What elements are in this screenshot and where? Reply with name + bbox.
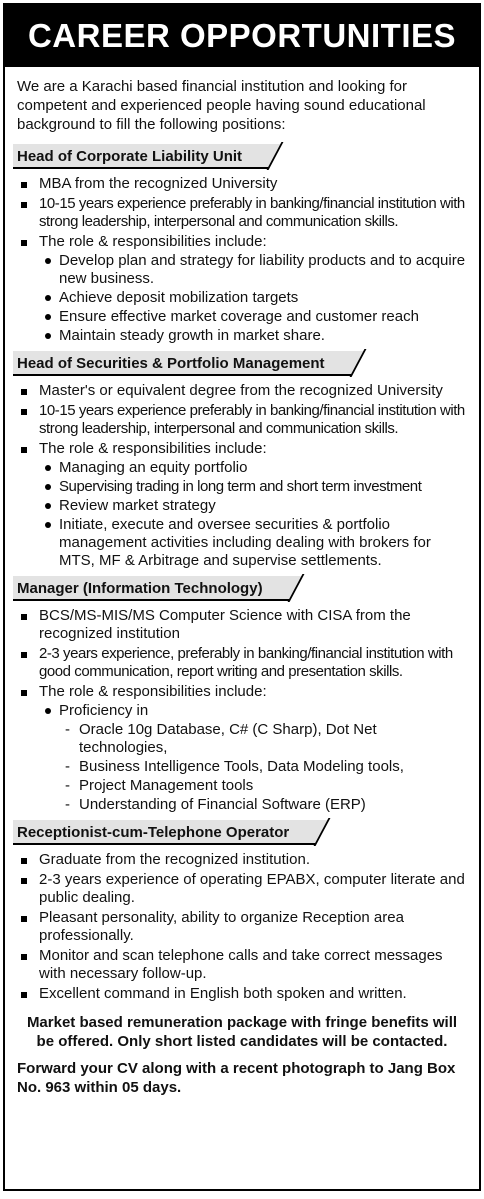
position-title-tag <box>13 576 303 601</box>
responsibility-item: Achieve deposit mobilization targets <box>39 289 467 307</box>
position-section <box>17 140 467 345</box>
requirement-item: 2-3 years experience, preferably in banking/financial institution with good communication, report writing and presentation skills. <box>17 645 467 681</box>
ad-body <box>5 67 479 1097</box>
position-title: Head of Corporate Liability Unit <box>17 148 243 165</box>
responsibility-item: Managing an equity portfolio <box>39 459 467 477</box>
requirement-item: 10-15 years experience preferably in banking/financial institution with strong leadership, interpersonal and communication skills. <box>17 195 467 231</box>
requirement-item <box>17 683 467 814</box>
proficiency-list <box>59 721 467 814</box>
responsibilities-list <box>39 252 467 345</box>
intro-text: We are a Karachi based financial institution and looking for competent and experienced people having sound educational background to fill the following positions: <box>17 78 426 133</box>
responsibilities-list <box>39 459 467 570</box>
responsibility-item: Maintain steady growth in market share. <box>39 327 467 345</box>
requirement-item: Master's or equivalent degree from the recognized University <box>17 382 467 400</box>
position-title: Manager (Information Technology) <box>17 580 263 597</box>
position-section <box>17 816 467 1003</box>
requirement-item: Pleasant personality, ability to organize Reception area professionally. <box>17 909 467 945</box>
forward-cv-note: Forward your CV along with a recent photograph to Jang Box No. 963 within 05 days. <box>17 1060 456 1096</box>
responsibility-item: Supervising trading in long term and short term investment <box>39 478 467 496</box>
position-section <box>17 572 467 814</box>
advertisement <box>3 3 481 1191</box>
requirement-item: Excellent command in English both spoken and written. <box>17 985 467 1003</box>
requirement-item: MBA from the recognized University <box>17 175 467 193</box>
requirement-text: The role & responsibilities include: <box>39 683 267 700</box>
position-title-tag <box>13 820 329 845</box>
responsibility-item: Ensure effective market coverage and customer reach <box>39 308 467 326</box>
requirement-item: 2-3 years experience of operating EPABX, computer literate and public dealing. <box>17 871 467 907</box>
responsibilities-list <box>39 702 467 814</box>
requirements-list <box>17 851 467 1003</box>
proficiency-item: - Oracle 10g Database, C# (C Sharp), Dot Net technologies, <box>59 721 467 757</box>
requirement-item: 10-15 years experience preferably in banking/financial institution with strong leadership, interpersonal and communication skills. <box>17 402 467 438</box>
requirement-text: The role & responsibilities include: <box>39 440 267 457</box>
requirement-item: Monitor and scan telephone calls and take correct messages with necessary follow-up. <box>17 947 467 983</box>
requirements-list <box>17 607 467 814</box>
ad-title: CAREER OPPORTUNITIES <box>5 5 479 67</box>
position-title: Head of Securities & Portfolio Management <box>17 355 325 372</box>
responsibility-item: Initiate, execute and oversee securities & portfolio management activities including dealing with brokers for MTS, MF & Arbitrage and supervise settlements. <box>39 516 467 570</box>
position-title-tag <box>13 144 282 169</box>
proficiency-item: - Business Intelligence Tools, Data Modeling tools, <box>59 758 467 776</box>
responsibility-text: Proficiency in <box>59 702 149 719</box>
requirement-item: BCS/MS-MIS/MS Computer Science with CISA from the recognized institution <box>17 607 467 643</box>
position-title: Receptionist-cum-Telephone Operator <box>17 824 290 841</box>
position-title-tag <box>13 351 365 376</box>
requirement-item <box>17 440 467 570</box>
position-section <box>17 347 467 570</box>
requirement-item: Graduate from the recognized institution. <box>17 851 467 869</box>
proficiency-item: - Understanding of Financial Software (ERP) <box>59 796 467 814</box>
requirements-list <box>17 175 467 345</box>
responsibility-item: Review market strategy <box>39 497 467 515</box>
responsibility-item <box>39 702 467 814</box>
requirement-item <box>17 233 467 345</box>
requirements-list <box>17 382 467 570</box>
proficiency-item: - Project Management tools <box>59 777 467 795</box>
responsibility-item: Develop plan and strategy for liability products and to acquire new business. <box>39 252 467 288</box>
remuneration-note: Market based remuneration package with fringe benefits will be offered. Only short listed candidates will be contacted. <box>26 1014 458 1050</box>
requirement-text: The role & responsibilities include: <box>39 233 267 250</box>
